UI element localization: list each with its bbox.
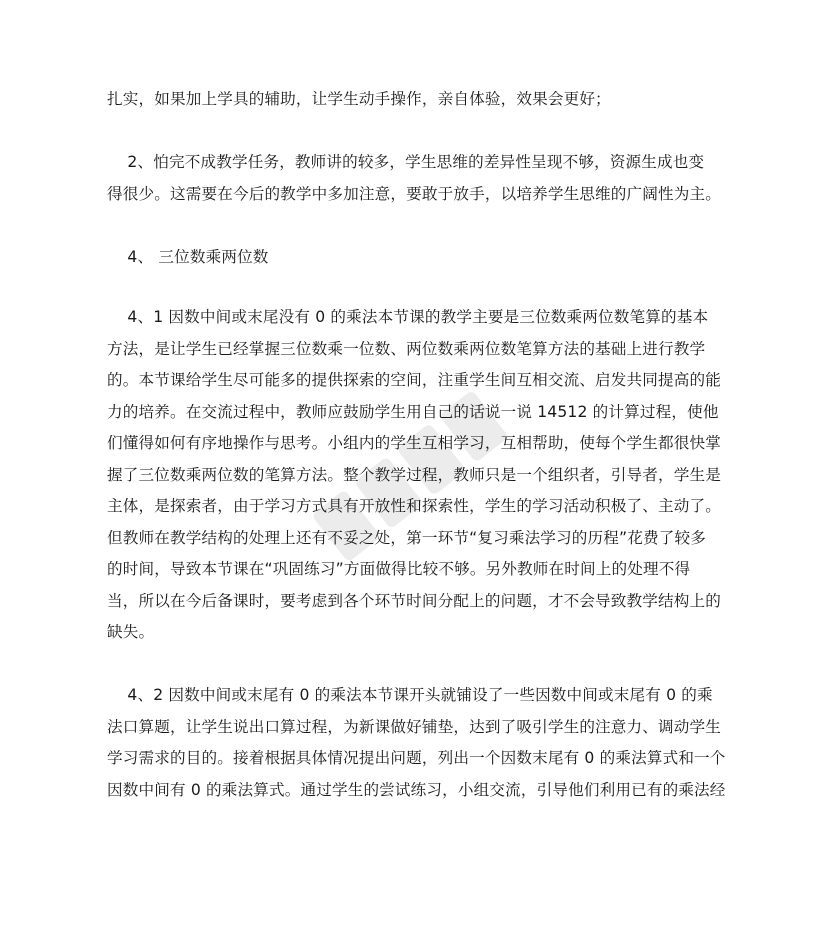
paragraph-line: 方法，是让学生已经掌握三位数乘一位数、两位数乘两位数笔算方法的基础上进行教学 bbox=[107, 339, 706, 358]
paragraph-line: 4、1 因数中间或末尾没有 0 的乘法本节课的教学主要是三位数乘两位数笔算的基本 bbox=[107, 308, 709, 326]
paragraph-line: 2、怕完不成教学任务，教师讲的较多，学生思维的差异性呈现不够，资源生成也变 bbox=[107, 153, 705, 171]
paragraph-line: 法口算题，让学生说出口算过程，为新课做好铺垫，达到了吸引学生的注意力、调动学生 bbox=[107, 717, 722, 736]
paragraph-4-1 bbox=[107, 302, 723, 649]
paragraph-line: 当，所以在今后备课时，要考虑到各个环节时间分配上的问题，才不会导致教学结构上的 bbox=[107, 591, 722, 610]
heading-line: 4、 三位数乘两位数 bbox=[107, 248, 269, 266]
paragraph-line: 学习需求的目的。接着根据具体情况提出问题，列出一个因数末尾有 0 的乘法算式和一个 bbox=[107, 749, 726, 767]
paragraph-2 bbox=[107, 147, 723, 210]
paragraph-line: 握了三位数乘两位数的笔算方法。整个教学过程，教师只是一个组织者，引导者，学生是 bbox=[107, 465, 722, 484]
paragraph-4-2 bbox=[107, 680, 726, 806]
section-heading bbox=[107, 242, 723, 274]
paragraph-1 bbox=[107, 84, 723, 116]
paragraph-line: 的。本节课给学生尽可能多的提供探索的空间，注重学生间互相交流、启发共同提高的能 bbox=[107, 371, 722, 389]
paragraph-line: 但教师在教学结构的处理上还有不妥之处，第一环节“复习乘法学习的历程”花费了较多 bbox=[107, 528, 706, 547]
paragraph-line: 们懂得如何有序地操作与思考。小组内的学生互相学习，互相帮助，使每个学生都很快掌 bbox=[107, 434, 722, 452]
paragraph-line: 的时间，导致本节课在“巩固练习”方面做得比较不够。另外教师在时间上的处理不得 bbox=[107, 560, 691, 578]
paragraph-line: 缺失。 bbox=[107, 623, 155, 641]
paragraph-line: 得很少。这需要在今后的教学中多加注意，要敢于放手，以培养学生思维的广阔性为主。 bbox=[107, 184, 722, 203]
paragraph-line: 扎实，如果加上学具的辅助，让学生动手操作，亲自体验，效果会更好； bbox=[107, 90, 611, 108]
paragraph-line: 力的培养。在交流过程中，教师应鼓励学生用自己的话说一说 14512 的计算过程，使他 bbox=[107, 402, 719, 421]
paragraph-line: 4、2 因数中间或末尾有 0 的乘法本节课开头就铺设了一些因数中间或末尾有 0 的乘 bbox=[107, 686, 713, 704]
paragraph-line: 主体，是探索者，由于学习方式具有开放性和探索性，学生的学习活动积极了、主动了。 bbox=[107, 497, 722, 515]
paragraph-line: 因数中间有 0 的乘法算式。通过学生的尝试练习，小组交流，引导他们利用已有的乘法经 bbox=[107, 780, 726, 799]
